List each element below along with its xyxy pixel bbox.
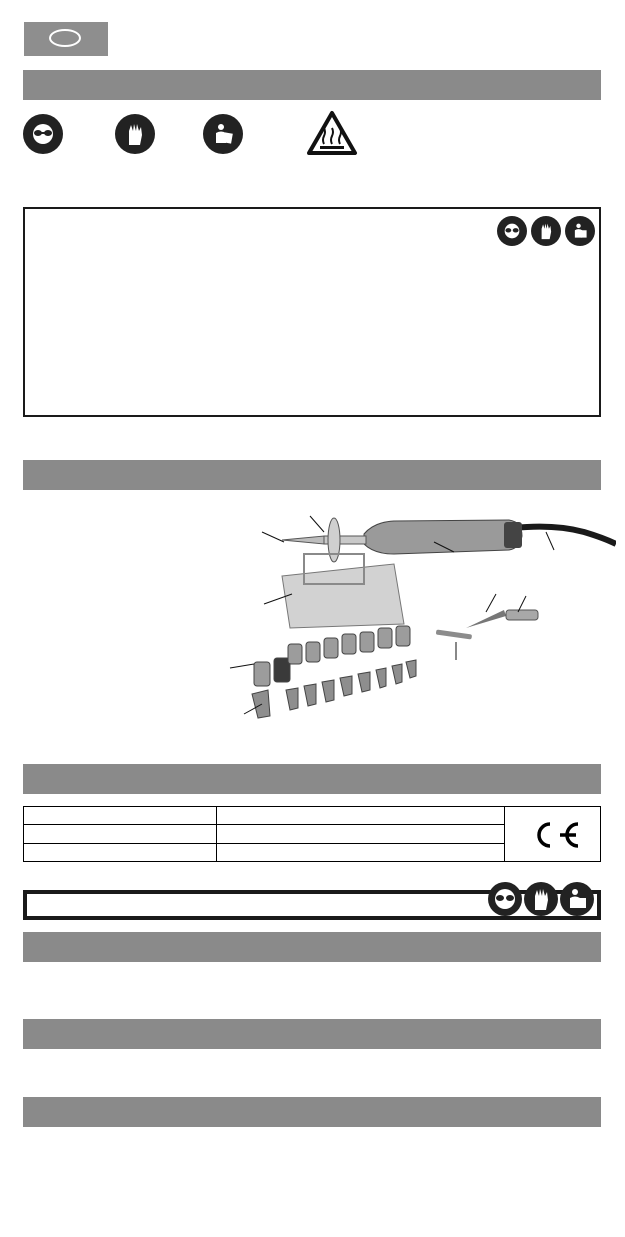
section-header-bar-1 xyxy=(23,70,601,100)
section-header-bar-5 xyxy=(23,1019,601,1049)
protective-gloves-icon xyxy=(531,216,561,246)
ce-mark xyxy=(526,820,582,855)
power-cable xyxy=(514,527,616,544)
protective-gloves-icon xyxy=(524,882,558,916)
language-code-oval xyxy=(49,29,81,47)
tip xyxy=(282,536,324,544)
table-column-divider xyxy=(216,807,217,861)
heat-shield xyxy=(328,518,340,562)
section-header-bar-6 xyxy=(23,1097,601,1127)
ce-mark-logo xyxy=(526,820,582,850)
read-manual-icon xyxy=(565,216,595,246)
tip-set-row-1 xyxy=(254,626,410,686)
blade-holder xyxy=(506,610,538,620)
section-header-bar-2 xyxy=(23,460,601,490)
pen-tip xyxy=(436,630,472,640)
read-manual-icon xyxy=(560,882,594,916)
safety-goggles-icon xyxy=(497,216,527,246)
protective-gloves-icon xyxy=(115,114,155,154)
table-column-divider xyxy=(504,807,505,861)
stand xyxy=(282,564,404,628)
specification-table xyxy=(23,806,601,862)
safety-goggles-icon xyxy=(488,882,522,916)
safety-goggles-icon xyxy=(23,114,63,154)
hot-surface-warning-icon xyxy=(306,110,358,156)
section-header-bar-4 xyxy=(23,932,601,962)
product-photo xyxy=(224,504,616,736)
table-row-divider xyxy=(24,824,504,825)
read-manual-icon xyxy=(203,114,243,154)
cutting-blade xyxy=(466,610,506,628)
safety-warning-box xyxy=(23,207,601,417)
language-tab xyxy=(24,22,108,56)
section-header-bar-3 xyxy=(23,764,601,794)
table-row-divider xyxy=(24,843,504,844)
handle xyxy=(364,520,522,554)
